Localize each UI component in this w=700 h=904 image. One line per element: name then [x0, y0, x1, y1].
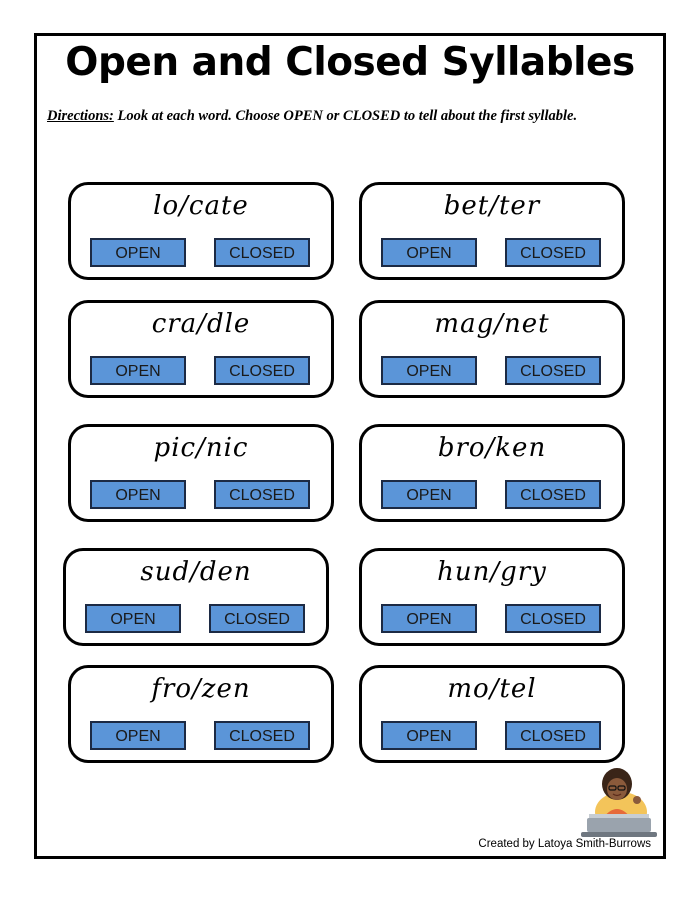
directions-label: Directions: — [47, 108, 114, 124]
word-card-cradle — [68, 300, 334, 398]
word-text: cra/dle — [151, 309, 251, 339]
closed-button[interactable]: CLOSED — [209, 604, 305, 633]
word-text: sud/den — [140, 557, 252, 587]
open-button[interactable]: OPEN — [381, 604, 477, 633]
word-card-hungry — [359, 548, 625, 646]
closed-button[interactable]: CLOSED — [505, 480, 601, 509]
word-card-better — [359, 182, 625, 280]
word-text: mag/net — [434, 309, 550, 339]
word-text: bet/ter — [443, 191, 541, 221]
open-button[interactable]: OPEN — [381, 721, 477, 750]
word-card-picnic — [68, 424, 334, 522]
word-card-broken — [359, 424, 625, 522]
open-button[interactable]: OPEN — [90, 238, 186, 267]
word-card-frozen — [68, 665, 334, 763]
closed-button[interactable]: CLOSED — [214, 238, 310, 267]
closed-button[interactable]: CLOSED — [505, 721, 601, 750]
closed-button[interactable]: CLOSED — [214, 480, 310, 509]
open-button[interactable]: OPEN — [90, 356, 186, 385]
word-text: lo/cate — [153, 191, 249, 221]
directions-text: Look at each word. Choose OPEN or CLOSED to tell about the first syllable. — [113, 108, 578, 124]
teacher-at-laptop-icon — [579, 762, 659, 842]
open-button[interactable]: OPEN — [381, 480, 477, 509]
open-button[interactable]: OPEN — [381, 238, 477, 267]
worksheet-frame — [34, 33, 666, 859]
word-card-motel — [359, 665, 625, 763]
closed-button[interactable]: CLOSED — [505, 356, 601, 385]
open-button[interactable]: OPEN — [381, 356, 477, 385]
word-card-sudden — [63, 548, 329, 646]
word-card-magnet — [359, 300, 625, 398]
word-text: hun/gry — [437, 557, 547, 587]
closed-button[interactable]: CLOSED — [505, 238, 601, 267]
word-card-locate — [68, 182, 334, 280]
directions — [47, 106, 627, 127]
open-button[interactable]: OPEN — [85, 604, 181, 633]
open-button[interactable]: OPEN — [90, 480, 186, 509]
word-text: fro/zen — [151, 674, 251, 704]
closed-button[interactable]: CLOSED — [505, 604, 601, 633]
closed-button[interactable]: CLOSED — [214, 721, 310, 750]
credit-text: Created by Latoya Smith-Burrows — [478, 838, 651, 850]
word-text: bro/ken — [437, 433, 547, 463]
open-button[interactable]: OPEN — [90, 721, 186, 750]
closed-button[interactable]: CLOSED — [214, 356, 310, 385]
word-text: mo/tel — [447, 674, 537, 704]
worksheet-title: Open and Closed Syllables — [65, 40, 635, 85]
word-text: pic/nic — [153, 433, 249, 463]
